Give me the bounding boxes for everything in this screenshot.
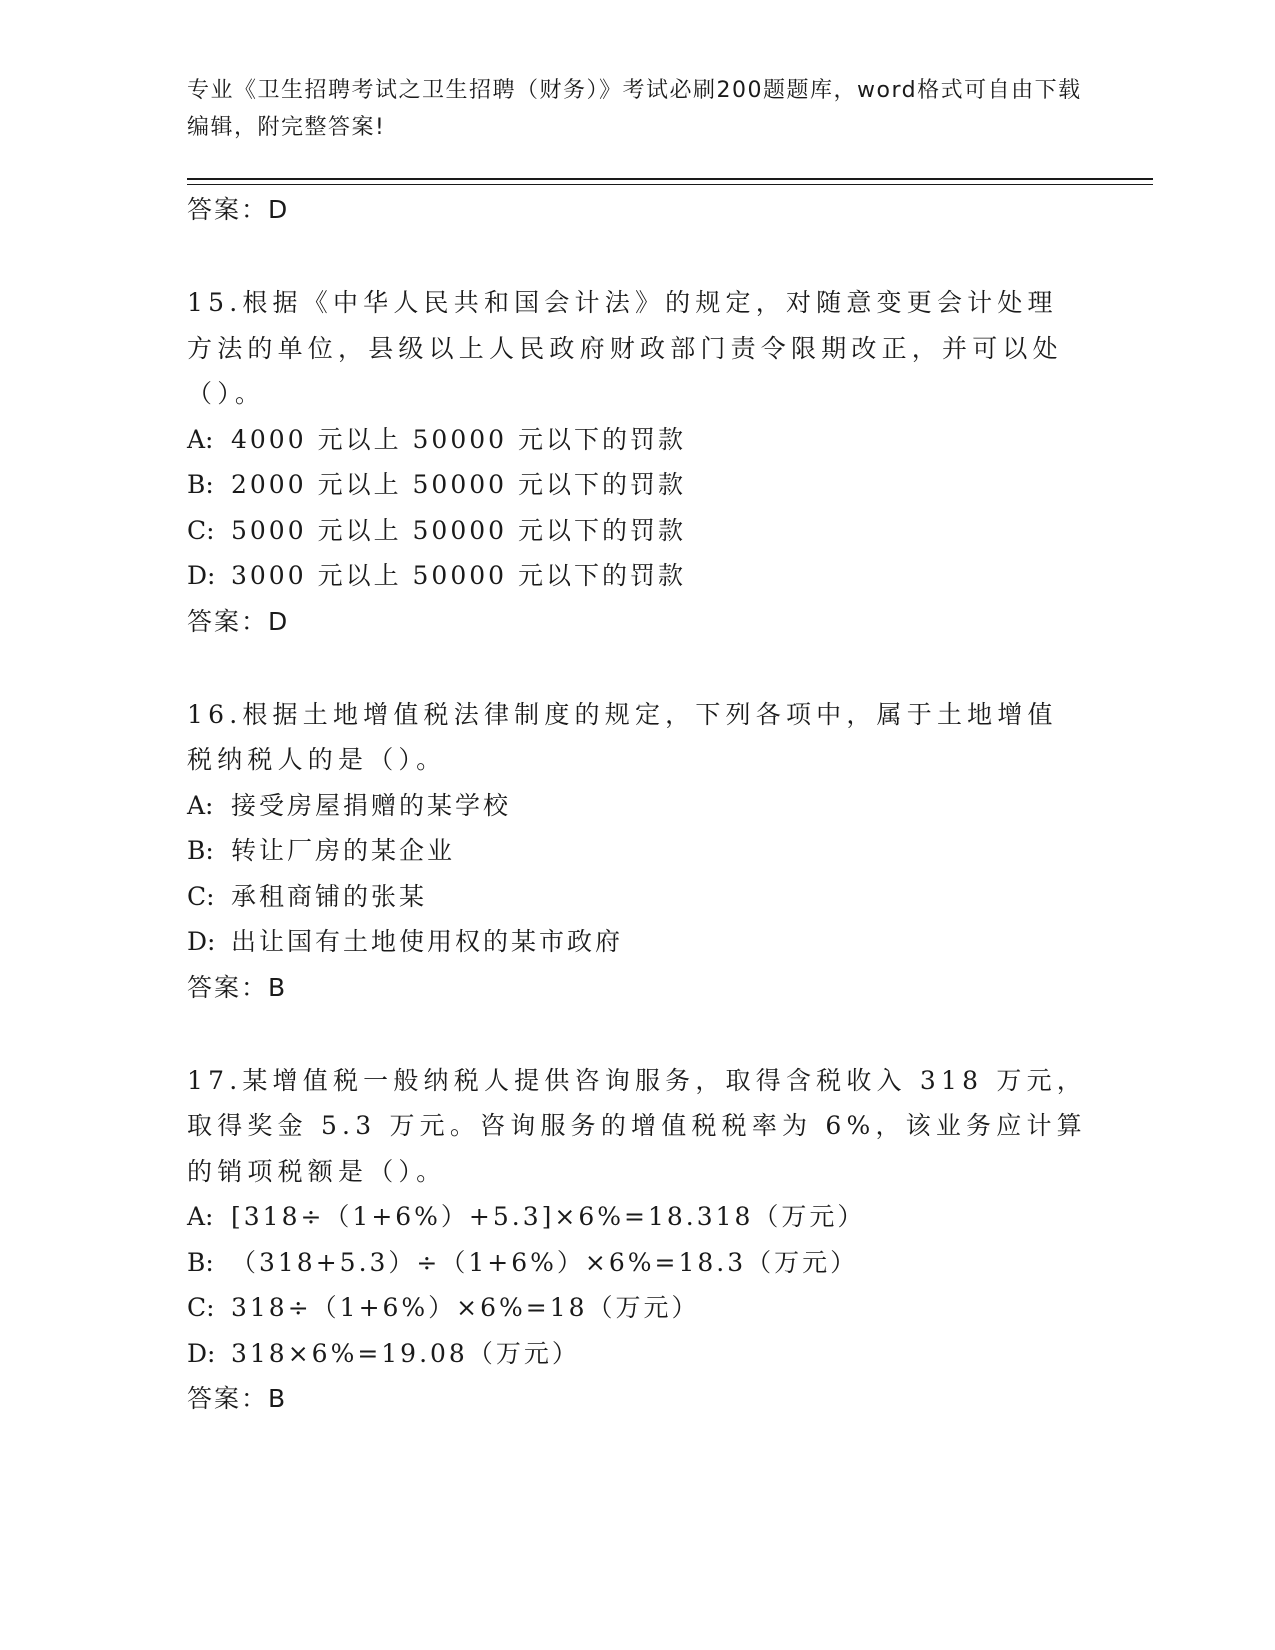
option-text: 转让厂房的某企业 bbox=[231, 836, 456, 865]
option-label: B: bbox=[187, 470, 214, 499]
option-text: 3000 元以上 50000 元以下的罚款 bbox=[231, 561, 686, 590]
option-c bbox=[187, 508, 1087, 554]
option-b bbox=[187, 1240, 1087, 1286]
option-text: 出让国有土地使用权的某市政府 bbox=[231, 927, 624, 956]
answer: 答案：B bbox=[187, 972, 288, 1002]
question-17 bbox=[187, 1058, 1087, 1423]
question-15 bbox=[187, 280, 1087, 645]
option-label: A: bbox=[187, 1202, 214, 1231]
option-label: A: bbox=[187, 790, 214, 820]
document-header: 专业《卫生招聘考试之卫生招聘（财务）》考试必刷200题题库，word格式可自由下载编辑，附完整答案! bbox=[187, 78, 1082, 140]
option-label: C: bbox=[187, 515, 215, 545]
question-text: 17.某增值税一般纳税人提供咨询服务，取得含税收入 318 万元，取得奖金 5.3 万元。咨询服务的增值税税率为 6%，该业务应计算的销项税额是（）。 bbox=[187, 1065, 1087, 1186]
option-text: 5000 元以上 50000 元以下的罚款 bbox=[231, 515, 686, 545]
option-c bbox=[187, 874, 1087, 920]
option-a bbox=[187, 417, 1087, 463]
option-label: A: bbox=[187, 424, 214, 454]
option-label: B: bbox=[187, 1247, 214, 1277]
question-text: 15.根据《中华人民共和国会计法》的规定，对随意变更会计处理方法的单位，县级以上人民政府财政部门责令限期改正，并可以处（）。 bbox=[187, 288, 1063, 408]
option-d bbox=[187, 1331, 1087, 1377]
question-text: 16.根据土地增值税法律制度的规定，下列各项中，属于土地增值税纳税人的是（）。 bbox=[187, 699, 1058, 774]
option-label: C: bbox=[187, 1293, 215, 1322]
option-text: 接受房屋捐赠的某学校 bbox=[231, 790, 512, 820]
option-text: 承租商铺的张某 bbox=[231, 881, 428, 911]
option-d bbox=[187, 553, 1087, 599]
option-text: （318+5.3）÷（1+6%）×6%=18.3（万元） bbox=[231, 1247, 859, 1277]
option-text: 4000 元以上 50000 元以下的罚款 bbox=[231, 424, 686, 454]
option-b bbox=[187, 828, 1087, 874]
header-rule-thin bbox=[187, 184, 1153, 185]
option-text: [318÷（1+6%）+5.3]×6%=18.318（万元） bbox=[231, 1202, 866, 1231]
previous-question-answer: 答案：D bbox=[187, 195, 290, 224]
option-text: 318×6%=19.08（万元） bbox=[231, 1338, 580, 1368]
option-label: D: bbox=[187, 1338, 216, 1368]
option-label: D: bbox=[187, 561, 216, 590]
option-label: D: bbox=[187, 927, 216, 956]
option-d bbox=[187, 919, 1087, 965]
option-a bbox=[187, 783, 1087, 829]
option-text: 2000 元以上 50000 元以下的罚款 bbox=[231, 470, 686, 499]
option-c bbox=[187, 1285, 1087, 1331]
option-a bbox=[187, 1194, 1087, 1240]
question-16 bbox=[187, 692, 1087, 1011]
option-label: B: bbox=[187, 836, 214, 865]
option-text: 318÷（1+6%）×6%=18（万元） bbox=[231, 1293, 700, 1322]
option-b bbox=[187, 462, 1087, 508]
option-label: C: bbox=[187, 881, 215, 911]
header-rule-thick bbox=[187, 178, 1153, 180]
answer: 答案：D bbox=[187, 606, 290, 636]
document-body bbox=[187, 187, 1087, 1422]
answer: 答案：B bbox=[187, 1384, 288, 1413]
